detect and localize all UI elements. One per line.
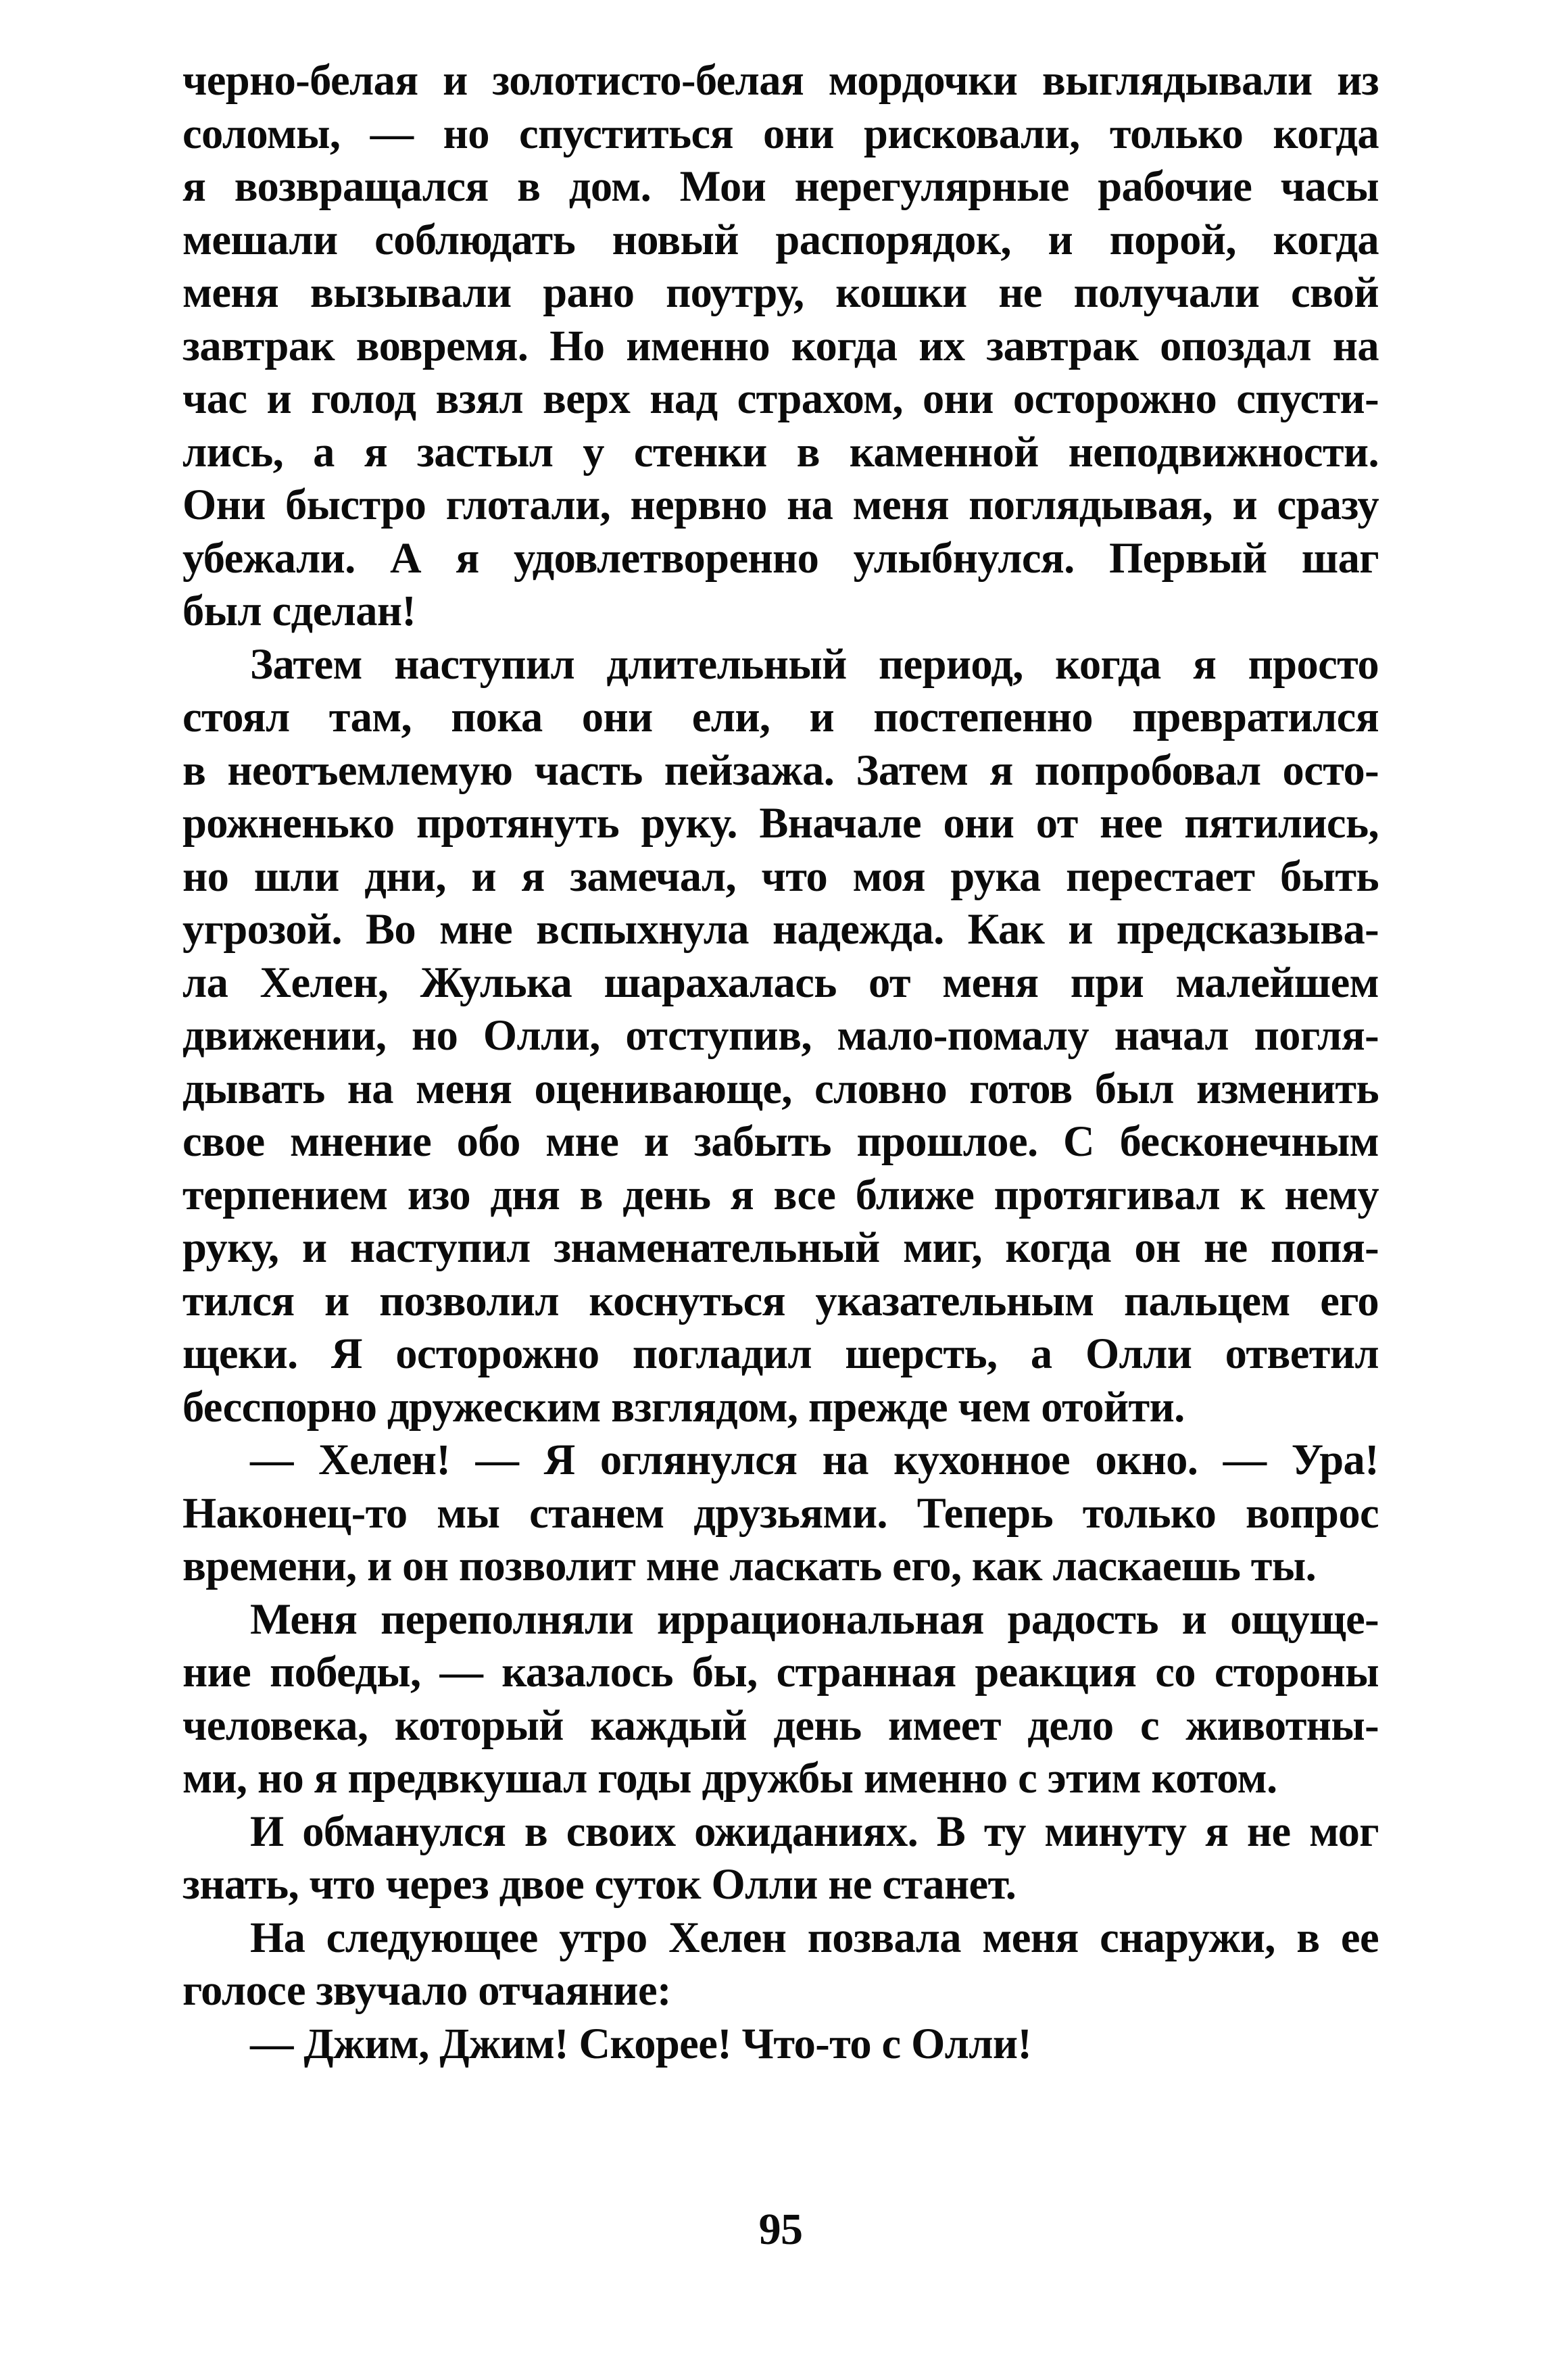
- text-line: ние победы, — казалось бы, странная реакция со стороны: [182, 1648, 1379, 1696]
- text-line: терпением изо дня в день я все ближе протягивал к нему: [182, 1170, 1379, 1219]
- text-line: И обманулся в своих ожиданиях. В ту минуту я не мог: [250, 1807, 1379, 1855]
- text-line: я возвращался в дом. Мои нерегулярные рабочие часы: [182, 162, 1379, 210]
- text-line: был сделан!: [182, 587, 416, 635]
- text-line: знать, что через двое суток Олли не станет.: [182, 1860, 1016, 1908]
- text-line: Наконец-то мы станем друзьями. Теперь только вопрос: [182, 1488, 1379, 1537]
- text-line: щеки. Я осторожно погладил шерсть, а Олли ответил: [182, 1329, 1379, 1377]
- page-text: [182, 54, 1379, 2070]
- text-line: завтрак вовремя. Но именно когда их завтрак опоздал на: [182, 321, 1379, 370]
- text-line: Затем наступил длительный период, когда я просто: [250, 639, 1379, 688]
- text-line: мешали соблюдать новый распорядок, и порой, когда: [182, 215, 1379, 264]
- text-line: убежали. А я удовлетворенно улыбнулся. Первый шаг: [182, 533, 1379, 582]
- text-line: ми, но я предвкушал годы дружбы именно с этим котом.: [182, 1754, 1277, 1802]
- text-line: свое мнение обо мне и забыть прошлое. С бесконечным: [182, 1117, 1379, 1165]
- text-line: руку, и наступил знаменательный миг, когда он не попя-: [182, 1223, 1379, 1271]
- text-line: человека, который каждый день имеет дело с животны-: [182, 1701, 1379, 1749]
- text-line: ла Хелен, Жулька шарахалась от меня при малейшем: [182, 958, 1379, 1006]
- text-line: черно-белая и золотисто-белая мордочки выглядывали из: [182, 56, 1379, 104]
- page-number: 95: [758, 2205, 803, 2254]
- text-line: час и голод взял верх над страхом, они осторожно спусти-: [182, 374, 1379, 422]
- text-line: тился и позволил коснуться указательным пальцем его: [182, 1276, 1379, 1325]
- text-line: стоял там, пока они ели, и постепенно превратился: [182, 693, 1379, 741]
- text-line: Меня переполняли иррациональная радость и ощуще-: [250, 1594, 1379, 1643]
- text-line: лись, а я застыл у стенки в каменной неподвижности.: [182, 427, 1379, 476]
- text-line: бесспорно дружеским взглядом, прежде чем отойти.: [182, 1382, 1185, 1431]
- text-line: соломы, — но спуститься они рисковали, только когда: [182, 109, 1379, 157]
- text-line: На следующее утро Хелен позвала меня снаружи, в ее: [250, 1913, 1379, 1961]
- text-line: в неотъемлемую часть пейзажа. Затем я попробовал осто-: [182, 746, 1379, 794]
- text-line: — Джим, Джим! Скорее! Что-то с Олли!: [250, 2019, 1032, 2068]
- text-line: Они быстро глотали, нервно на меня поглядывая, и сразу: [182, 481, 1379, 529]
- text-line: — Хелен! — Я оглянулся на кухонное окно. — Ура!: [250, 1436, 1379, 1484]
- text-line: угрозой. Во мне вспыхнула надежда. Как и предсказыва-: [182, 905, 1379, 953]
- text-line: времени, и он позволит мне ласкать его, как ласкаешь ты.: [182, 1542, 1317, 1590]
- text-line: рожненько протянуть руку. Вначале они от нее пятились,: [182, 799, 1379, 847]
- text-line: движении, но Олли, отступив, мало-помалу начал погля-: [182, 1011, 1379, 1059]
- text-line: меня вызывали рано поутру, кошки не получали свой: [182, 268, 1379, 316]
- text-line: дывать на меня оценивающе, словно готов был изменить: [182, 1064, 1379, 1113]
- text-line: но шли дни, и я замечал, что моя рука перестает быть: [182, 852, 1379, 900]
- book-page: [182, 54, 1379, 2325]
- text-line: голосе звучало отчаяние:: [182, 1966, 671, 2014]
